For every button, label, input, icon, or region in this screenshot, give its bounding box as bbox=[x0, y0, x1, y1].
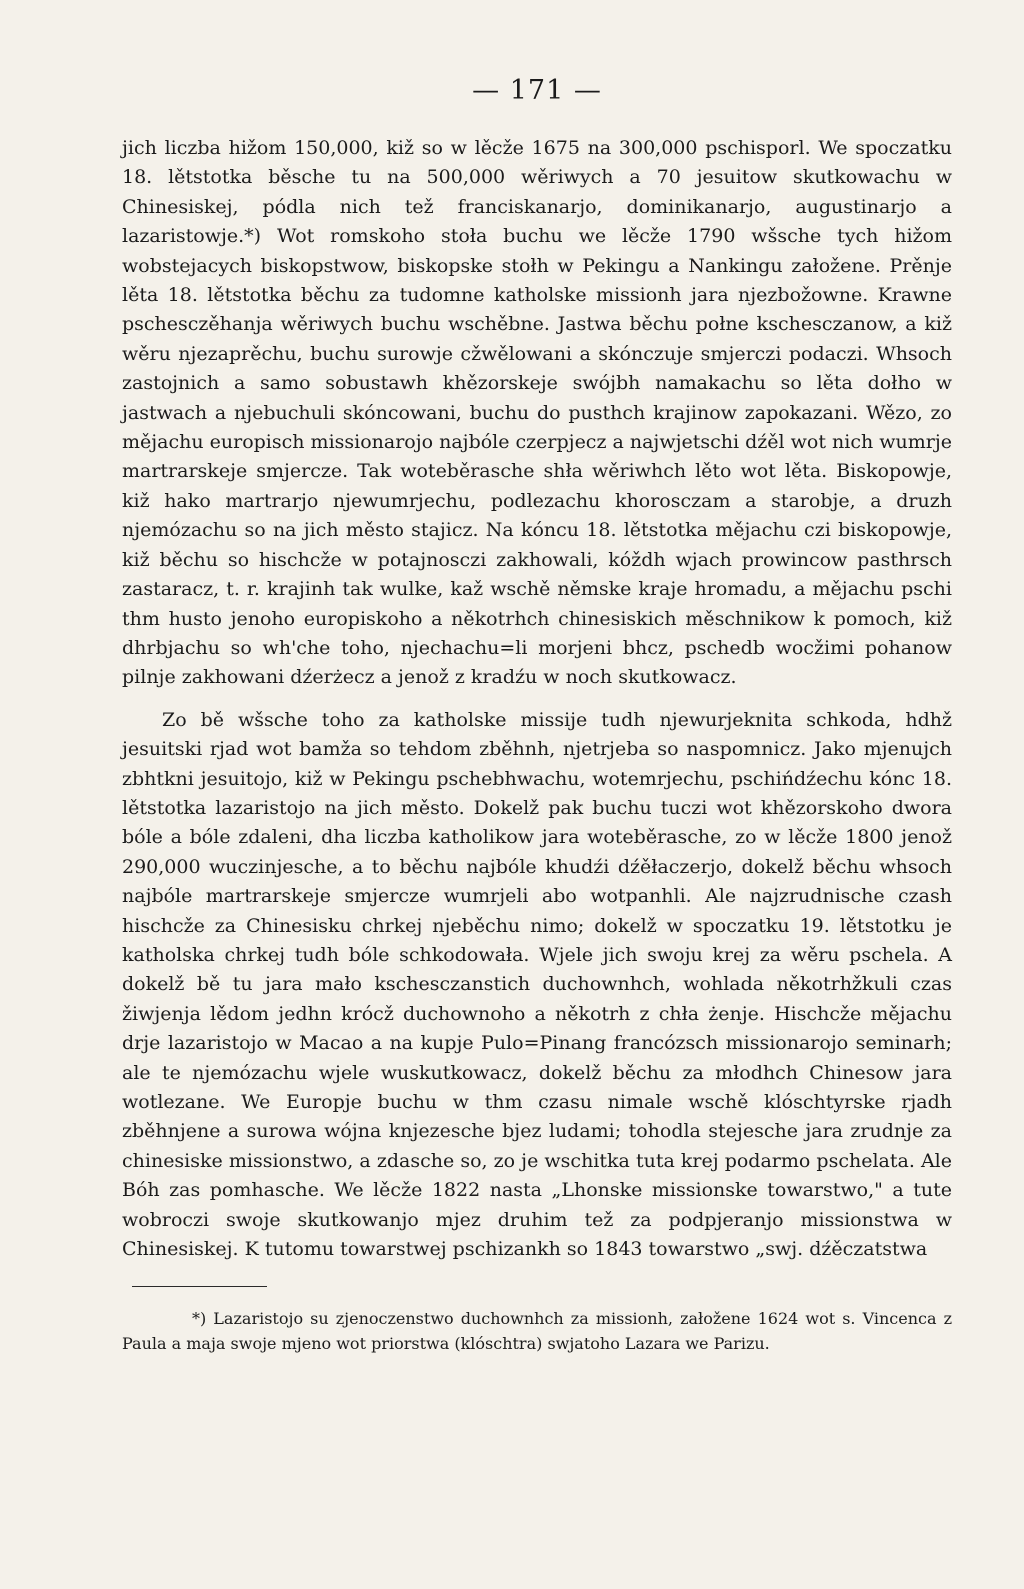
footnote: *) Lazaristojo su zjenoczenstwo duchownhch za missionh, załožene 1624 wot s. Vincenca z Paula a maja swoje mjeno wot priorstwa (klóschtra) swjatoho Lazara we Parizu. bbox=[122, 1309, 952, 1353]
footnote-divider bbox=[132, 1286, 267, 1287]
paragraph-1: jich liczba hižom 150,000, kiž so w lěcže 1675 na 300,000 pschisporl. We spoczatku 18. lětstotka běsche tu na 500,000 wěriwych a 70 jesuitow skutkowachu w Chinesiskej, pódla nich tež franciskanarjo, dominikanarjo, augustinarjo a lazaristowje.*) Wot romskoho stoła buchu we lěcže 1790 wšsche tych hižom wobstejacych biskopstwow, biskopske stołh w Pekingu a Nankingu załožene. Prěnje lěta 18. lětstotka běchu za tudomne katholske missionh jara njezbožowne. Krawne pschesczěhanja wěriwych buchu wschěbne. Jastwa běchu połne kschesczanow, a kiž wěru njezaprěchu, buchu surowje cžwělowani a skónczuje smjerczi podaczi. Whsoch zastojnich a samo sobustawh khězorskeje swójbh namakachu so lěta dołho w jastwach a njebuchuli skóncowani, buchu do pusthch krajinow zapokazani. Wězo, zo mějachu europisch missionarojo najbóle czerpjecz a najwjetschi dźěl wot nich wumrje martrarskeje smjercze. Tak woteběrasche shła wěriwhch lěto wot lěta. Biskopowje, kiž hako martrarjo njewumrjechu, podlezachu khorosczam a starobje, a druzh njemózachu so na jich město stajicz. Na kóncu 18. lětstotka mějachu czi biskopowje, kiž běchu so hischcže w potajnosczi zakhowali, kóždh wjach prowincow pasthrsch zastaracz, t. r. krajinh tak wulke, kaž wschě němske kraje hromadu, a mějachu pschi thm husto jenoho europiskoho a někotrhch chinesiskich měschnikow k pomoch, kiž dhrbjachu so wh'che toho, njechachu=li morjeni bhcz, pschedb wocžimi pohanow pilnje zakhowani dźerżecz a jenož z kradźu w noch skutkowacz. bbox=[122, 137, 952, 689]
page-number: — 171 — bbox=[472, 75, 602, 106]
book-page bbox=[122, 72, 952, 1512]
paragraph-2: Zo bě wšsche toho za katholske missije tudh njewurjeknita schkoda, hdhž jesuitski rjad wot bamža so tehdom zběhnh, njetrjeba so naspomnicz. Jako mjenujch zbhtkni jesuitojo, kiž w Pekingu pschebhwachu, wotemrjechu, pschińdźechu kónc 18. lětstotka lazaristojo na jich město. Dokelž pak buchu tuczi wot khězorskoho dwora bóle a bóle zdaleni, dha liczba katholikow jara woteběrasche, zo w lěcže 1800 jenož 290,000 wuczinjesche, a to běchu najbóle khudźi dźěłaczerjo, dokelž běchu whsoch najbóle martrarskeje smjercze wumrjeli abo wotpanhli. Ale najzrudnische czash hischcže za Chinesisku chrkej njeběchu nimo; dokelž w spoczatku 19. lětstotku je katholska chrkej tudh bóle schkodowała. Wjele jich swoju krej za wěru pschela. A dokelž bě tu jara mało kschesczanstich duchownhch, wohlada někotrhžkuli czas žiwjenja lědom jedhn krócž duchownoho a někotrh z chła żenje. Hischcže mějachu drje lazaristojo w Macao a na kupje Pulo=Pinang francózsch missionarojo seminarh; ale te njemózachu wjele wuskutkowacz, dokelž běchu za młodhch Chinesow jara wotlezane. We Europje buchu w thm czasu nimale wschě klóschtyrske rjadh zběhnjene a surowa wójna knjezesche bjez ludami; tohodla stejesche jara zrudnje za chinesiske missionstwo, a zdasche so, zo je wschitka tuta krej podarmo pschelata. Ale Bóh zas pomhasche. We lěcže 1822 nasta „Lhonske missionske towarstwo," a tute wobroczi swoje skutkowanjo mjez druhim tež za podpjeranjo missionstwa w Chinesiskej. K tutomu towarstwej pschizankh so 1843 towarstwo „swj. dźěczatstwa bbox=[122, 708, 952, 1261]
